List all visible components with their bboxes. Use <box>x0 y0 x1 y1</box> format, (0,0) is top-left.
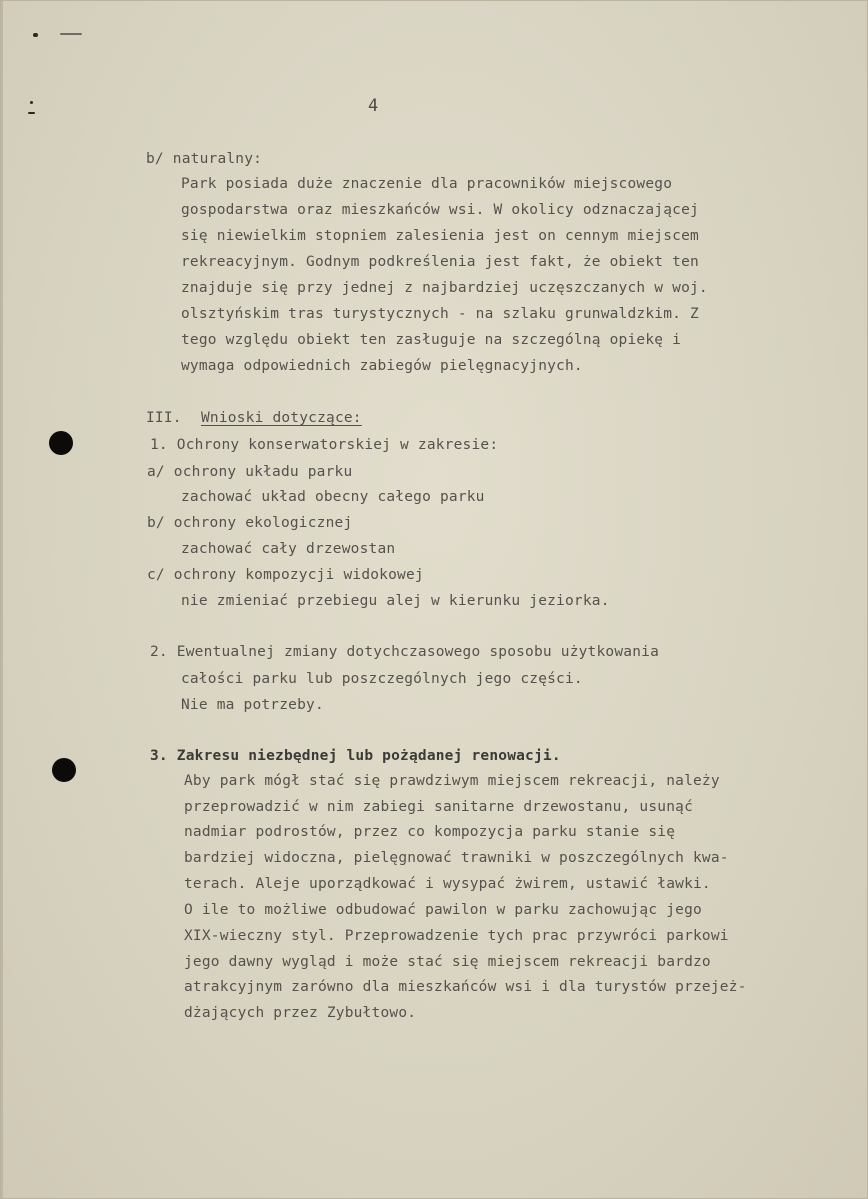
item-1a-label: a/ ochrony układu parku <box>147 464 353 480</box>
item-3-heading: 3. Zakresu niezbędnej lub pożądanej renowacji. <box>150 748 561 764</box>
paragraph-line: znajduje się przy jednej z najbardziej uczęszczanych w woj. <box>181 280 708 296</box>
margin-mark <box>60 33 82 35</box>
item-2-line: 2. Ewentualnej zmiany dotychczasowego sposobu użytkowania <box>150 644 659 660</box>
item-2-line: całości parku lub poszczególnych jego części. <box>181 671 583 687</box>
margin-mark <box>28 112 35 114</box>
paragraph-line: atrakcyjnym zarówno dla mieszkańców wsi i dla turystów przejeż- <box>184 979 747 995</box>
item-2-answer: Nie ma potrzeby. <box>181 697 324 713</box>
item-1-heading: 1. Ochrony konserwatorskiej w zakresie: <box>150 437 499 453</box>
item-1c-label: c/ ochrony kompozycji widokowej <box>147 567 424 583</box>
paragraph-line: dżających przez Zybułtowo. <box>184 1005 417 1021</box>
paragraph-line: Aby park mógł stać się prawdziwym miejscem rekreacji, należy <box>184 773 720 789</box>
paragraph-line: bardziej widoczna, pielęgnować trawniki w poszczególnych kwa- <box>184 850 729 866</box>
section-iii-number: III. <box>146 410 182 426</box>
paragraph-line: przeprowadzić w nim zabiegi sanitarne drzewostanu, usunąć <box>184 799 693 815</box>
item-1a-text: zachować układ obecny całego parku <box>181 489 485 505</box>
margin-mark <box>33 33 38 37</box>
paragraph-line: Park posiada duże znaczenie dla pracowników miejscowego <box>181 176 673 192</box>
paragraph-line: wymaga odpowiednich zabiegów pielęgnacyjnych. <box>181 358 583 374</box>
section-b-heading: b/ naturalny: <box>146 151 263 167</box>
paragraph-line: terach. Aleje uporządkować i wysypać żwirem, ustawić ławki. <box>184 876 711 892</box>
paragraph-line: nadmiar podrostów, przez co kompozycja parku stanie się <box>184 824 676 840</box>
item-1b-label: b/ ochrony ekologicznej <box>147 515 353 531</box>
paragraph-line: tego względu obiekt ten zasługuje na szczególną opiekę i <box>181 332 682 348</box>
page-number: 4 <box>368 96 379 116</box>
margin-mark <box>30 101 33 104</box>
paragraph-line: gospodarstwa oraz mieszkańców wsi. W okolicy odznaczającej <box>181 202 699 218</box>
paragraph-line: O ile to możliwe odbudować pawilon w parku zachowując jego <box>184 902 702 918</box>
paragraph-line: rekreacyjnym. Godnym podkreślenia jest fakt, że obiekt ten <box>181 254 699 270</box>
section-iii-title: Wnioski dotyczące: <box>201 410 362 426</box>
paragraph-line: olsztyńskim tras turystycznych - na szlaku grunwaldzkim. Z <box>181 306 699 322</box>
paragraph-line: XIX-wieczny styl. Przeprowadzenie tych prac przywróci parkowi <box>184 928 729 944</box>
paragraph-line: jego dawny wygląd i może stać się miejscem rekreacji bardzo <box>184 954 711 970</box>
item-1c-text: nie zmieniać przebiegu alej w kierunku jeziorka. <box>181 593 610 609</box>
punch-hole-top <box>49 431 73 455</box>
paragraph-line: się niewielkim stopniem zalesienia jest on cennym miejscem <box>181 228 699 244</box>
item-1b-text: zachować cały drzewostan <box>181 541 396 557</box>
punch-hole-bottom <box>52 758 76 782</box>
